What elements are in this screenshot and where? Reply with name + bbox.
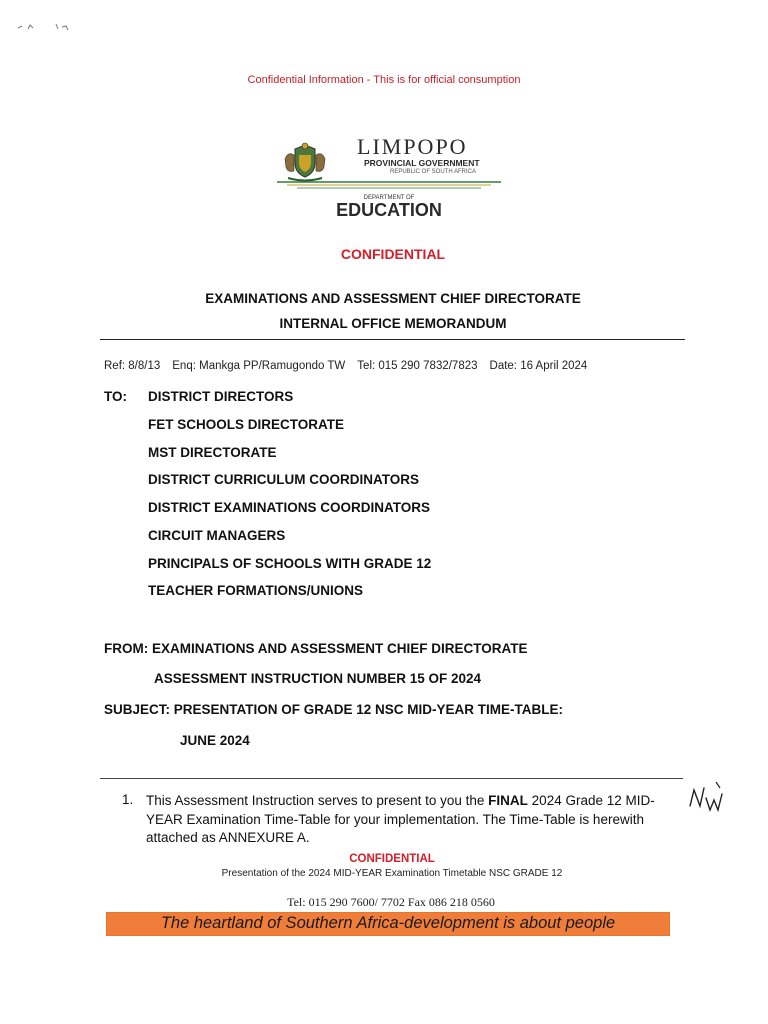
department-of-label: DEPARTMENT OF bbox=[363, 195, 415, 201]
to-label: TO: bbox=[104, 389, 127, 404]
recipient-item: DISTRICT EXAMINATIONS COORDINATORS bbox=[148, 500, 431, 515]
memo-type-heading: INTERNAL OFFICE MEMORANDUM bbox=[279, 316, 507, 331]
recipient-item: DISTRICT DIRECTORS bbox=[148, 389, 294, 404]
handwritten-initials-signature bbox=[686, 776, 728, 820]
footer-contact: Tel: 015 290 7600/ 7702 Fax 086 218 0560 bbox=[287, 895, 495, 909]
recipient-item: FET SCHOOLS DIRECTORATE bbox=[148, 417, 345, 432]
paragraph-text-start: This Assessment Instruction serves to present to you the bbox=[146, 793, 489, 808]
reference-line bbox=[104, 360, 599, 372]
recipient-item: DISTRICT CURRICULUM COORDINATORS bbox=[148, 472, 419, 487]
confidential-label: CONFIDENTIAL bbox=[340, 246, 446, 262]
directorate-heading: EXAMINATIONS AND ASSESSMENT CHIEF DIRECTORATE bbox=[205, 291, 581, 306]
ref-number: Ref: 8/8/13 bbox=[104, 360, 161, 372]
scan-mark bbox=[16, 20, 76, 34]
slogan-banner: The heartland of Southern Africa-development is about people bbox=[106, 912, 670, 936]
subject-rule bbox=[100, 778, 683, 779]
subject-continuation: JUNE 2024 bbox=[180, 733, 250, 748]
footer-subtitle: Presentation of the 2024 MID-YEAR Examination Timetable NSC GRADE 12 bbox=[221, 868, 563, 879]
telephone: Tel: 015 290 7832/7823 bbox=[357, 360, 478, 372]
memo-date: Date: 16 April 2024 bbox=[489, 360, 588, 372]
recipient-item: CIRCUIT MANAGERS bbox=[148, 528, 286, 543]
recipient-item: MST DIRECTORATE bbox=[148, 445, 277, 460]
department-name: EDUCATION bbox=[336, 200, 442, 220]
enquiries: Enq: Mankga PP/Ramugondo TW bbox=[172, 360, 346, 372]
logo-divider bbox=[277, 180, 501, 190]
org-subtitle: PROVINCIAL GOVERNMENT bbox=[364, 158, 480, 168]
coat-of-arms-icon bbox=[282, 141, 328, 183]
subject-line: SUBJECT: PRESENTATION OF GRADE 12 NSC MID-YEAR TIME-TABLE: bbox=[104, 702, 564, 717]
paragraph-number: 1. bbox=[122, 792, 134, 807]
from-line: FROM: EXAMINATIONS AND ASSESSMENT CHIEF DIRECTORATE bbox=[104, 641, 528, 656]
header-rule bbox=[100, 339, 685, 340]
footer-confidential: CONFIDENTIAL bbox=[349, 853, 435, 865]
paragraph-emphasis: FINAL bbox=[488, 793, 528, 808]
recipient-item: TEACHER FORMATIONS/UNIONS bbox=[148, 583, 363, 598]
org-country: REPUBLIC OF SOUTH AFRICA bbox=[390, 169, 477, 175]
confidential-notice: Confidential Information - This is for official consumption bbox=[247, 74, 521, 86]
paragraph-text bbox=[146, 792, 681, 848]
instruction-number: ASSESSMENT INSTRUCTION NUMBER 15 OF 2024 bbox=[154, 671, 482, 686]
paragraph-text-end: 2024 Grade 12 MID-YEAR Examination Time-Table for your implementation. The Time-Table is herewith attached as ANNEXURE A. bbox=[146, 793, 655, 845]
recipient-item: PRINCIPALS OF SCHOOLS WITH GRADE 12 bbox=[148, 556, 432, 571]
org-name: LIMPOPO bbox=[357, 134, 468, 159]
